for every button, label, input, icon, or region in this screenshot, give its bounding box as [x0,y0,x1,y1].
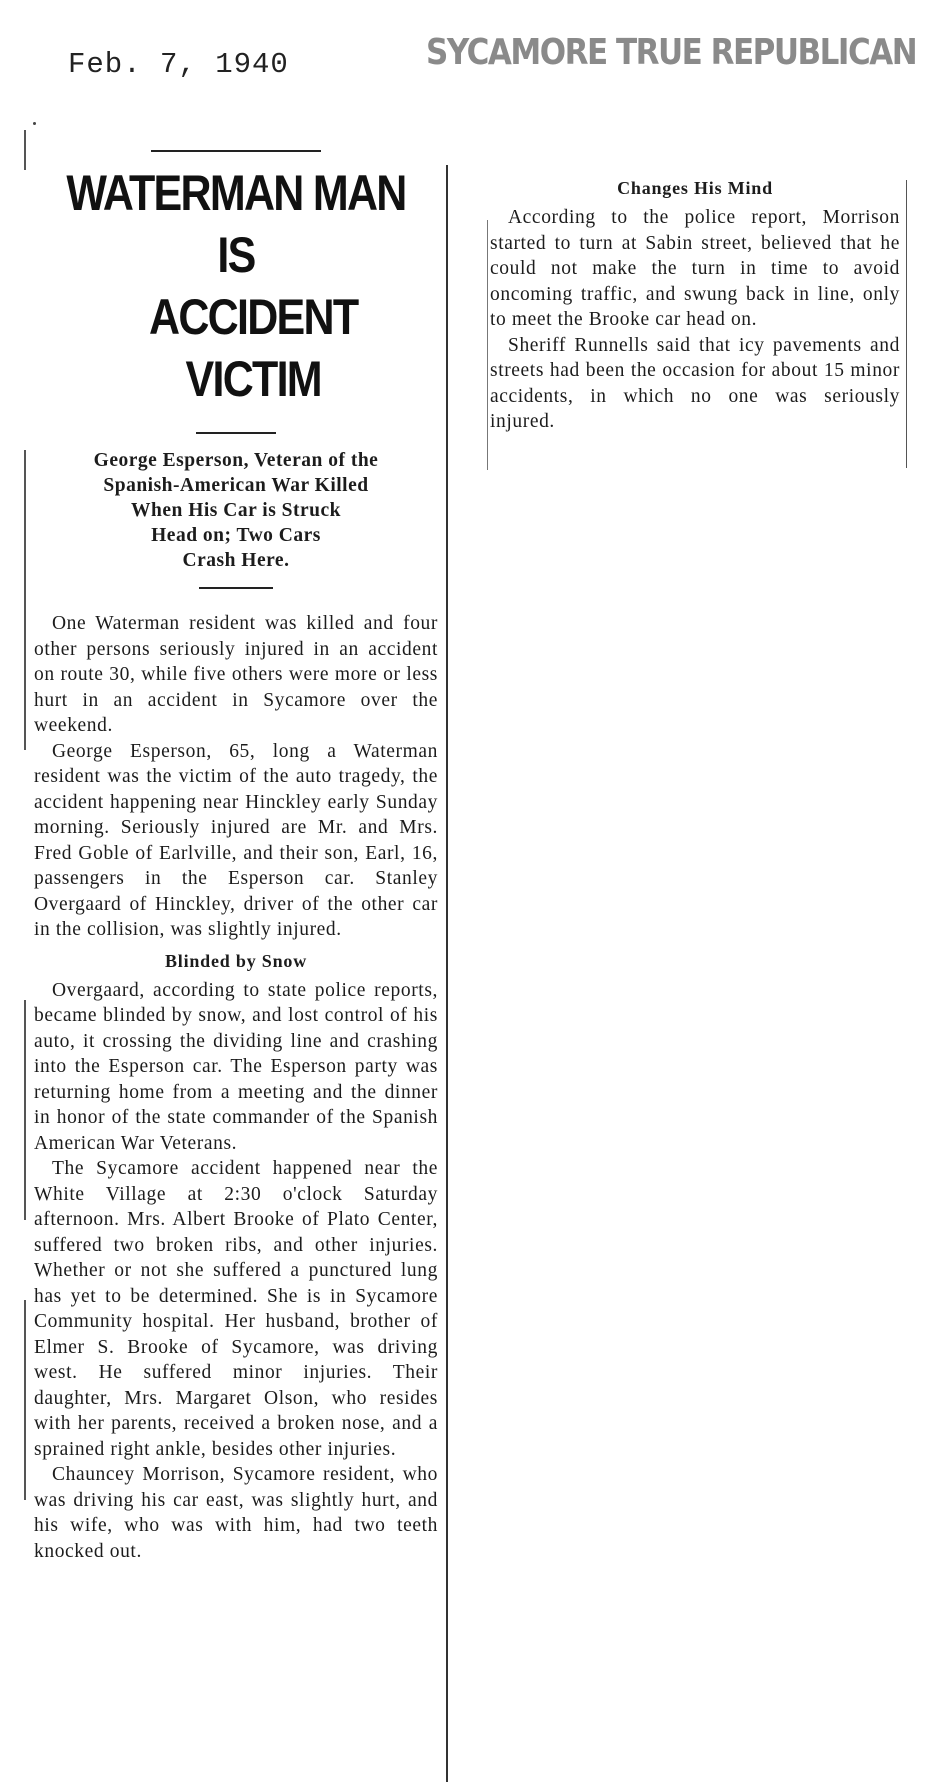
subheading: Changes His Mind [617,178,773,198]
article-right-column [490,178,900,435]
deck-rule [199,587,273,589]
article-body [34,978,438,1565]
clipping-date: Feb. 7, 1940 [68,48,289,81]
headline-line: WATERMAN MAN IS [66,165,406,283]
article-body [34,611,438,943]
deck-line: George Esperson, Veteran of the [93,450,379,471]
clipping-edge-mark [24,450,26,750]
clipping-edge-mark [24,1000,26,1220]
deck-line: Crash Here. [182,550,290,571]
headline-line: ACCIDENT VICTIM [148,289,358,407]
headline-rule [151,150,321,152]
newspaper-masthead: SYCAMORE TRUE REPUBLICAN [426,32,917,74]
deck-line: Head on; Two Cars [151,525,321,546]
article-paragraph: The Sycamore accident happened near the White Village at 2:30 o'clock Saturday afternoon. Mrs. Albert Brooke of Plato Center, suffered two broken ribs, and other injuries. Whether or not she suffered a punctured lung has yet to be determined. She is in Sycamore Community hospital. Her husband, brother of Elmer S. Brooke of Sycamore, was driving west. He suffered minor injuries. Their daughter, Mrs. Margaret Olson, who resides with her parents, received a broken nose, and a sprained right ankle, besides other injuries. [34,1158,438,1460]
clipping-edge-mark [24,130,26,170]
article-headline [62,162,409,410]
column-rule [446,165,448,1782]
article-left-column [34,150,438,1785]
article-paragraph: Sheriff Runnells said that icy pavements and streets had been the occasion for about 15 minor accidents, in which no one was seriously injured. [490,334,900,432]
article-deck [38,448,434,573]
article-paragraph: Overgaard, according to state police reports, became blinded by snow, and lost control of his auto, it crossing the dividing line and crashing into the Esperson car. The Esperson party was returning home from a meeting and the dinner in honor of the state commander of the Spanish American War Veterans. [34,979,438,1154]
article-paragraph: Chauncey Morrison, Sycamore resident, who was driving his car east, was slightly hurt, and his wife, who was with him, had two teeth knocked out. [34,1464,438,1562]
clipping-edge-mark [24,1300,26,1500]
subheading: Blinded by Snow [164,950,308,971]
article-body [490,205,900,435]
column-rule [906,180,907,468]
article-paragraph: George Esperson, 65, long a Waterman resident was the victim of the auto tragedy, the accident happening near Hinckley early Sunday morning. Seriously injured are Mr. and Mrs. Fred Goble of Earlville, and their son, Earl, 16, passengers in the Esperson car. Stanley Overgaard of Hinckley, driver of the other car in the collision, was slightly injured. [34,740,438,940]
column-rule [487,220,488,470]
deck-line: When His Car is Struck [131,500,341,521]
deck-rule [196,432,276,434]
deck-line: Spanish-American War Killed [103,475,369,496]
article-paragraph: One Waterman resident was killed and four other persons seriously injured in an accident on route 30, while five others were more or less hurt in an accident in Sycamore over the weekend. [34,613,438,736]
speck [33,122,36,125]
article-paragraph: According to the police report, Morrison started to turn at Sabin street, believed that he could not make the turn in time to avoid oncoming traffic, and swung back in line, only to meet the Brooke car head on. [490,207,900,330]
